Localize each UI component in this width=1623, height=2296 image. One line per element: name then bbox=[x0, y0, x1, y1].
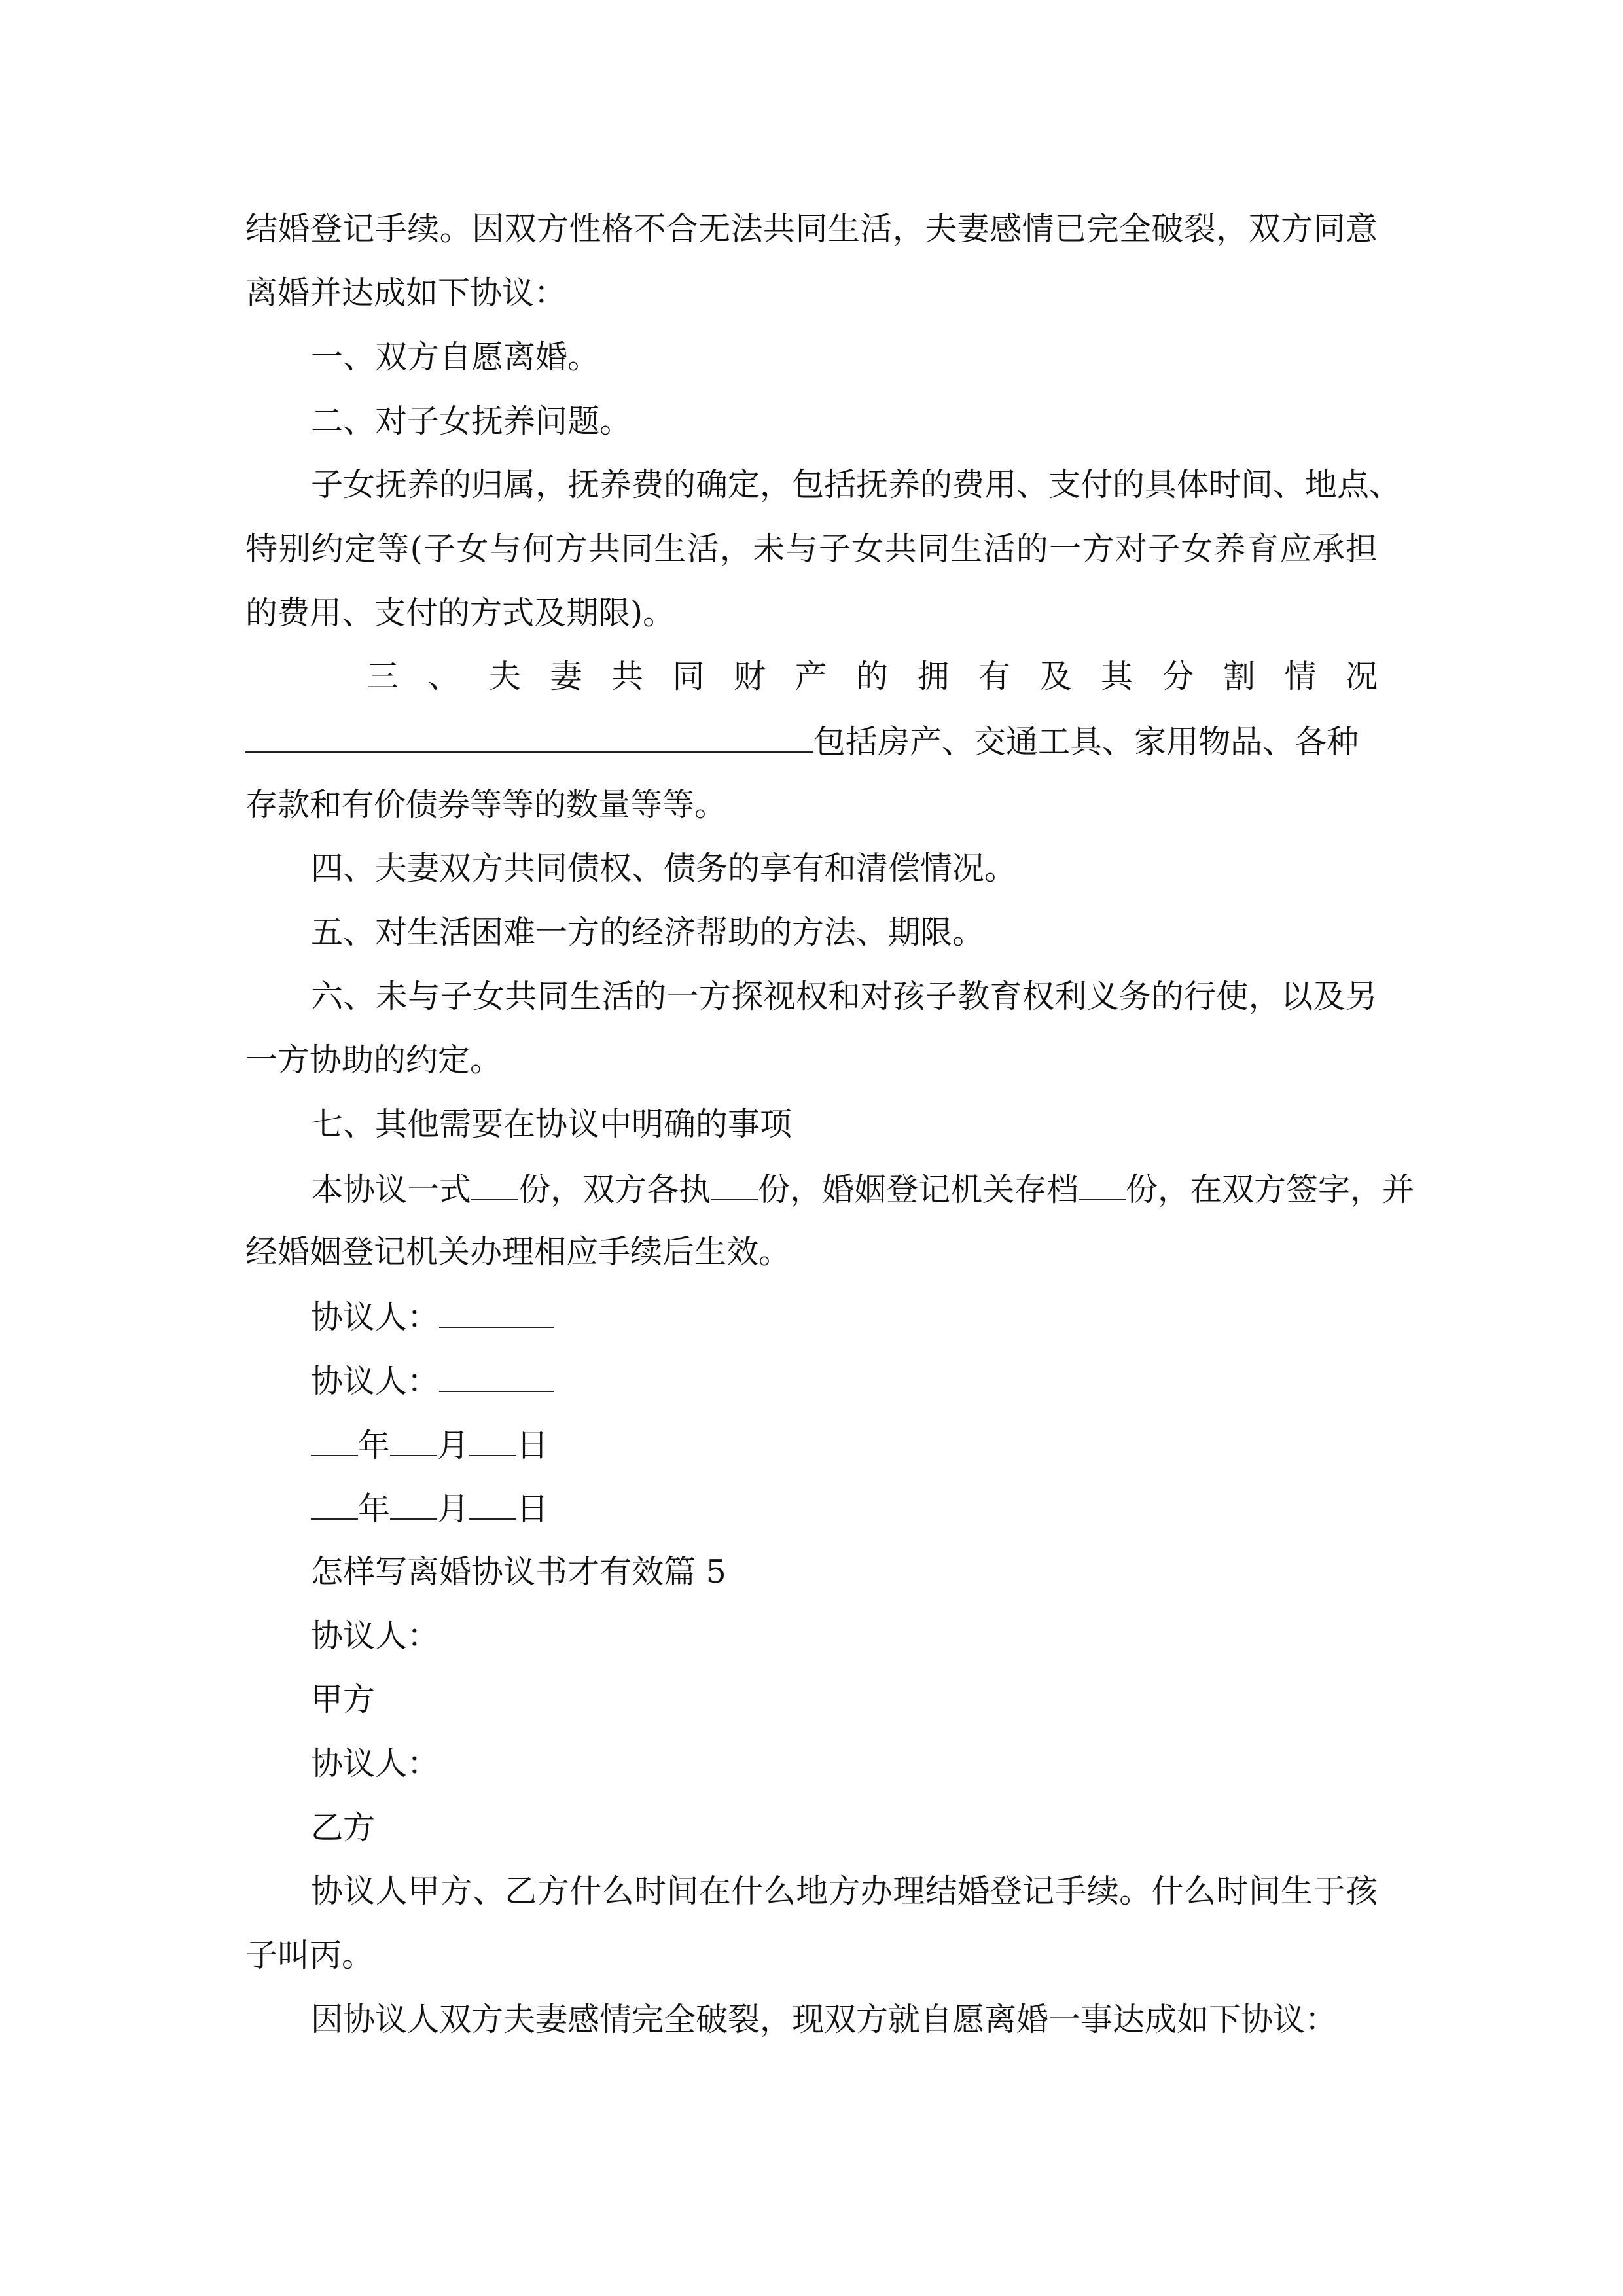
property-blank bbox=[245, 721, 813, 753]
month-label-2: 月 bbox=[437, 1490, 470, 1528]
signer-label-2: 协议人： bbox=[311, 1363, 440, 1400]
signer-blank-2 bbox=[439, 1361, 554, 1392]
day-label-1: 日 bbox=[516, 1427, 549, 1464]
clause-5: 五、对生活困难一方的经济帮助的方法、期限。 bbox=[311, 914, 985, 951]
copies-text-4: 份，在双方签字，并 bbox=[1126, 1171, 1415, 1208]
clause-3-line-1: 三、夫妻共同财产的拥有及其分割情况 bbox=[366, 658, 1378, 695]
signer-label-3: 协议人： bbox=[311, 1617, 440, 1655]
signer-label-4: 协议人： bbox=[311, 1745, 440, 1782]
paragraph-2-line-1: 子女抚养的归属，抚养费的确定，包括抚养的费用、支付的具体时间、地点、 bbox=[311, 466, 1402, 503]
paragraph-2-line-2: 特别约定等(子女与何方共同生活，未与子女共同生活的一方对子女养育应承担 bbox=[245, 530, 1378, 567]
month-blank-1 bbox=[390, 1425, 437, 1456]
paragraph-1-line-1: 结婚登记手续。因双方性格不合无法共同生活，夫妻感情已完全破裂，双方同意 bbox=[245, 210, 1378, 247]
paragraph-3-line-2: 子叫丙。 bbox=[245, 1937, 374, 1974]
clause-4: 四、夫妻双方共同债权、债务的享有和清偿情况。 bbox=[311, 850, 1017, 887]
signer-blank-1 bbox=[439, 1297, 554, 1328]
clause-3-line-3: 存款和有价债券等等的数量等等。 bbox=[245, 786, 727, 823]
party-a-label: 甲方 bbox=[311, 1681, 376, 1718]
copies-line-1 bbox=[311, 1169, 1415, 1210]
clause-2: 二、对子女抚养问题。 bbox=[311, 403, 632, 440]
copies-text-2: 份，双方各执 bbox=[518, 1171, 711, 1208]
year-blank-1 bbox=[311, 1425, 358, 1456]
day-blank-1 bbox=[469, 1425, 516, 1456]
clause-3-line-2-text: 包括房产、交通工具、家用物品、各种 bbox=[813, 723, 1359, 761]
clause-3-line-2 bbox=[245, 721, 1378, 762]
signer-label-1: 协议人： bbox=[311, 1299, 440, 1336]
copies-total-blank bbox=[471, 1169, 518, 1200]
copies-line-2: 经婚姻登记机关办理相应手续后生效。 bbox=[245, 1233, 791, 1270]
party-b-label: 乙方 bbox=[311, 1809, 376, 1846]
clause-6-line-1: 六、未与子女共同生活的一方探视权和对孩子教育权利义务的行使，以及另 bbox=[311, 978, 1378, 1015]
paragraph-2-line-3: 的费用、支付的方式及期限)。 bbox=[245, 594, 675, 632]
copies-text-1: 本协议一式 bbox=[311, 1171, 472, 1208]
signer-line-2 bbox=[311, 1361, 1378, 1401]
clause-6-line-2: 一方协助的约定。 bbox=[245, 1041, 503, 1079]
copies-text-3: 份，婚姻登记机关存档 bbox=[758, 1171, 1079, 1208]
paragraph-3-line-1: 协议人甲方、乙方什么时间在什么地方办理结婚登记手续。什么时间生于孩 bbox=[311, 1873, 1378, 1910]
month-blank-2 bbox=[390, 1488, 437, 1520]
section-5-title: 怎样写离婚协议书才有效篇 5 bbox=[311, 1553, 726, 1590]
paragraph-1-line-2: 离婚并达成如下协议： bbox=[245, 274, 567, 312]
clause-1: 一、双方自愿离婚。 bbox=[311, 338, 600, 376]
paragraph-4: 因协议人双方夫妻感情完全破裂，现双方就自愿离婚一事达成如下协议： bbox=[311, 2001, 1338, 2038]
year-label-1: 年 bbox=[358, 1427, 391, 1464]
copies-each-blank bbox=[711, 1169, 758, 1200]
copies-archive-blank bbox=[1079, 1169, 1126, 1200]
signer-line-1 bbox=[311, 1297, 1378, 1337]
date-line-1 bbox=[311, 1425, 1378, 1465]
day-blank-2 bbox=[469, 1488, 516, 1520]
year-blank-2 bbox=[311, 1488, 358, 1520]
month-label-1: 月 bbox=[437, 1427, 470, 1464]
year-label-2: 年 bbox=[358, 1490, 391, 1528]
clause-7: 七、其他需要在协议中明确的事项 bbox=[311, 1105, 793, 1143]
date-line-2 bbox=[311, 1488, 1378, 1529]
day-label-2: 日 bbox=[516, 1490, 549, 1528]
